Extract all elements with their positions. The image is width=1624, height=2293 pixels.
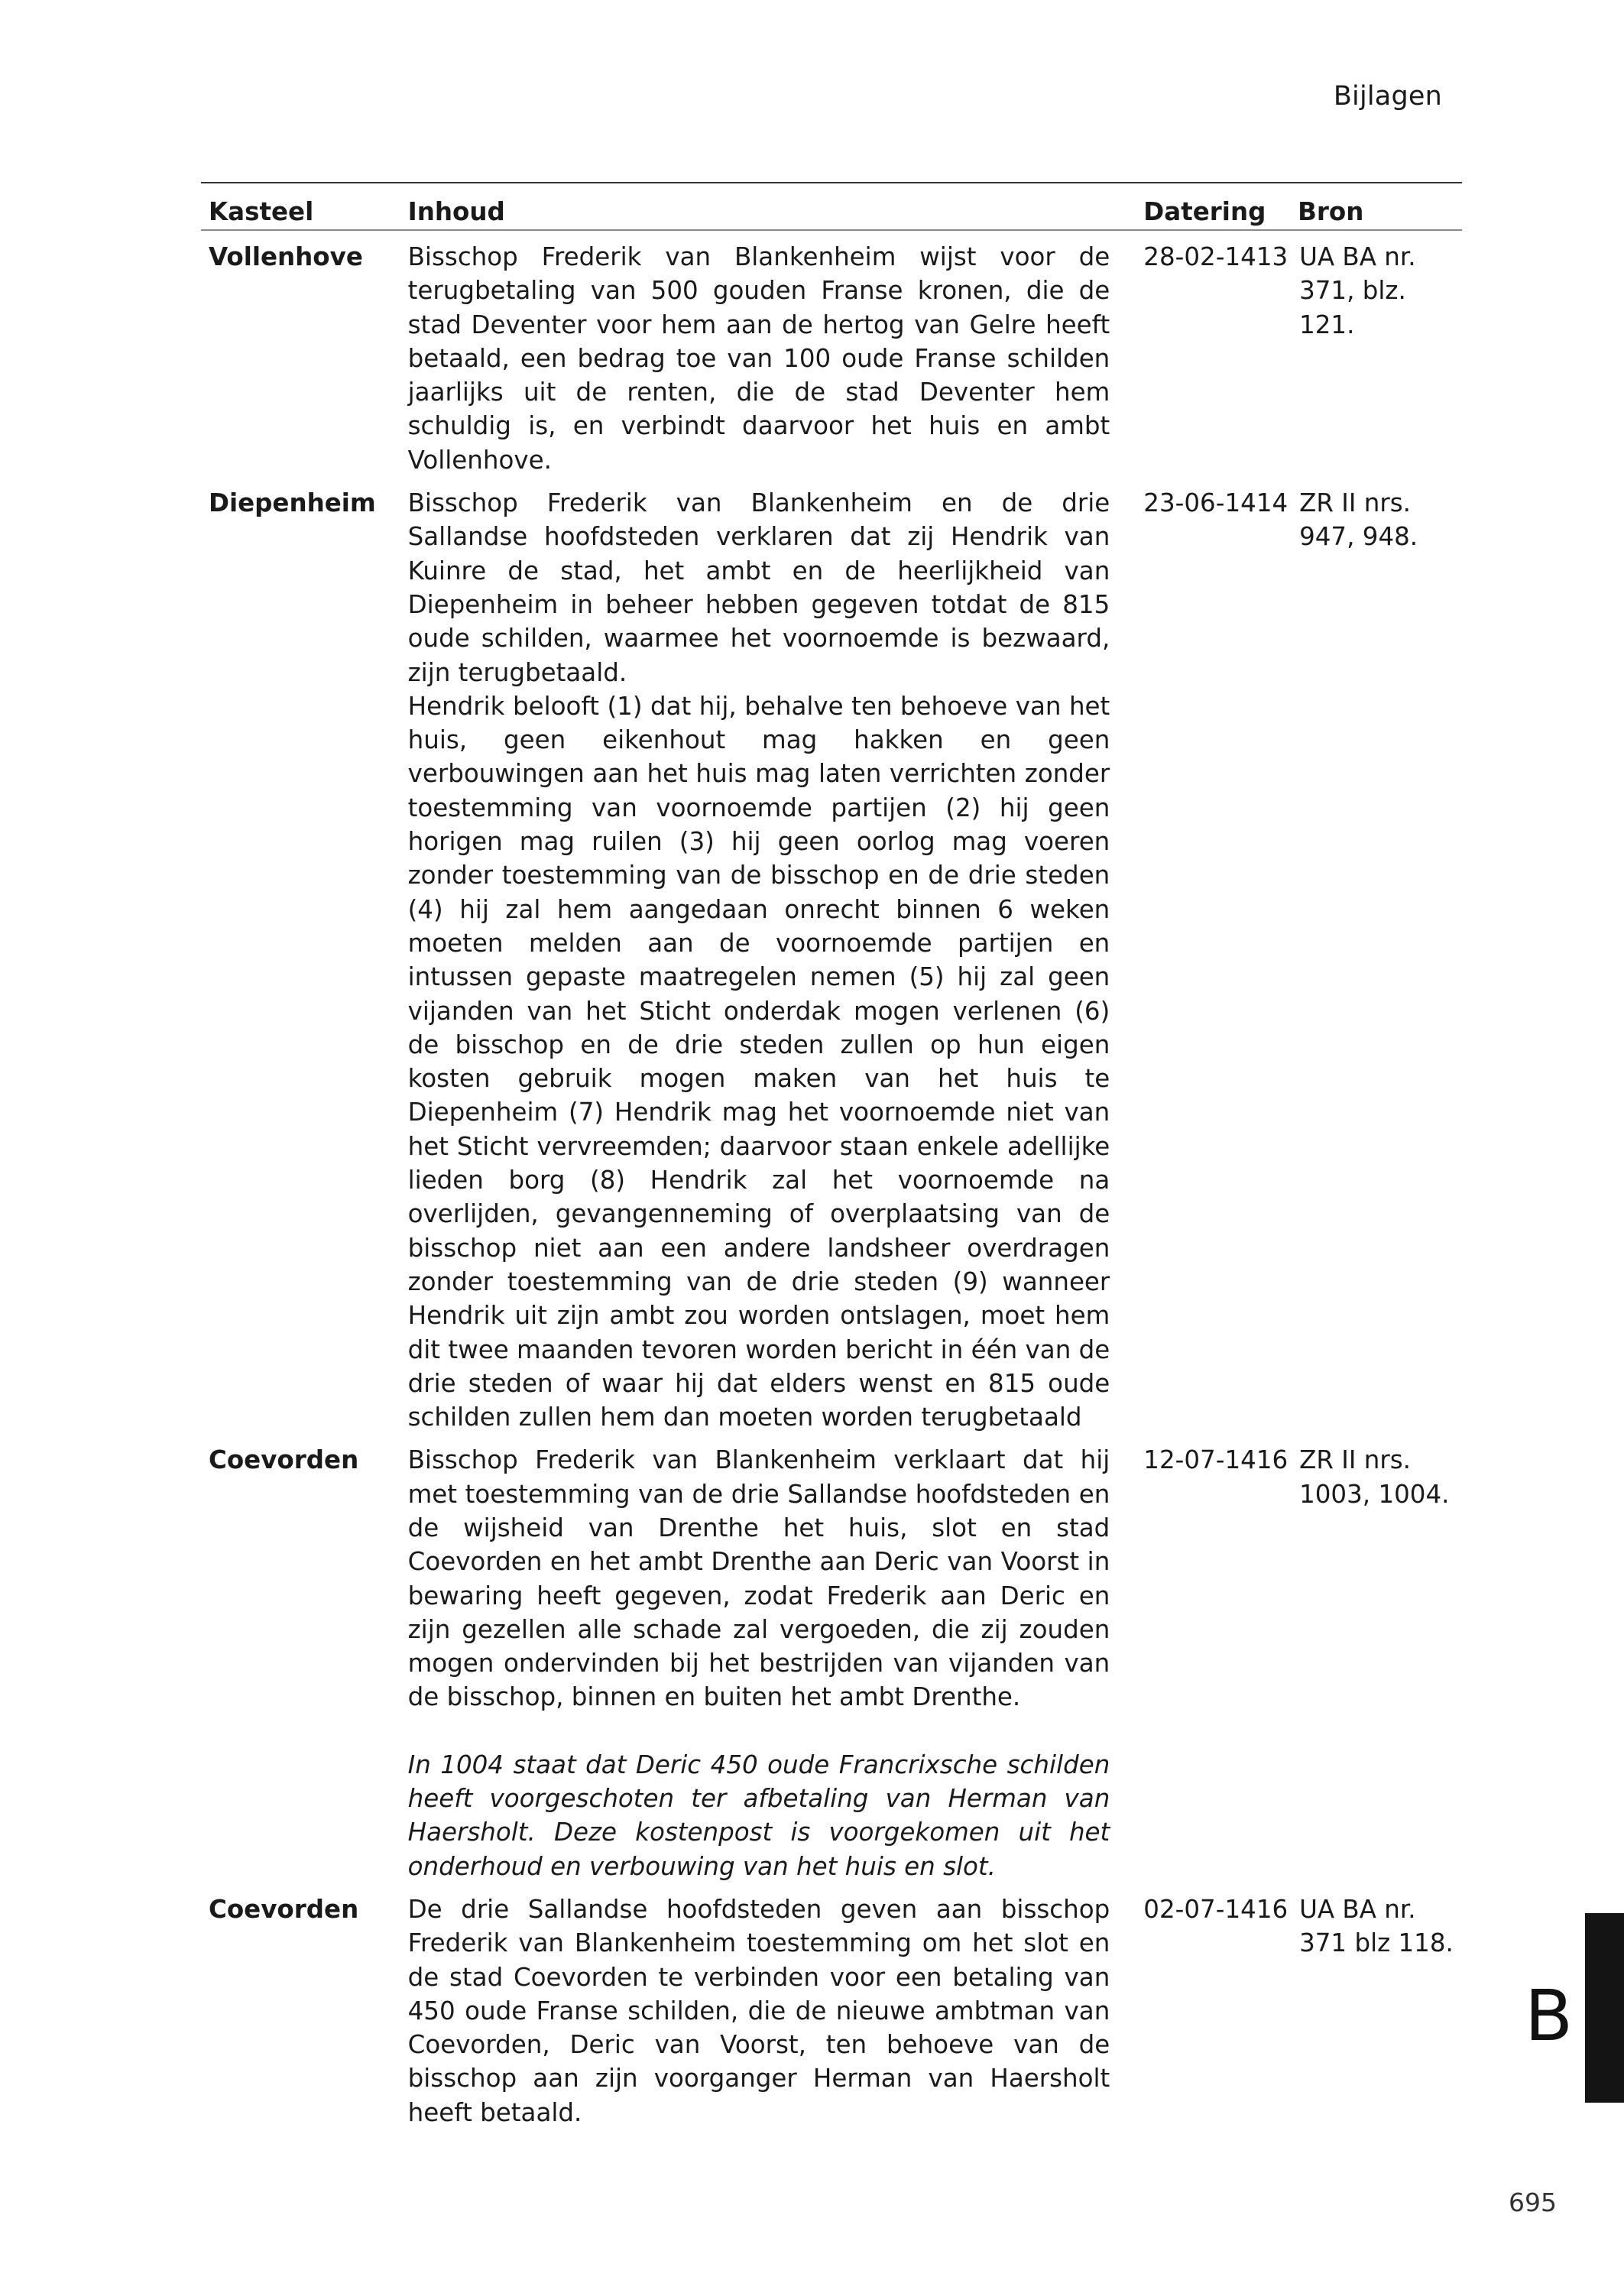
kasteel-cell: Diepenheim	[209, 488, 376, 518]
inhoud-note: In 1004 staat dat Deric 450 oude Francrixsche schilden heeft voorgeschoten ter afbetaling van Herman van Haersholt. Deze kostenpost is voorgekomen uit het onderhoud en verbouwing van het huis en slot.	[407, 1750, 1110, 1881]
header-datering: Datering	[1136, 183, 1290, 230]
page-number: 695	[1509, 2188, 1557, 2217]
inhoud-paragraph: Hendrik belooft (1) dat hij, behalve ten behoeve van het huis, geen eikenhout mag hakken en geen verbouwingen aan het huis mag laten verrichten zonder toestemming van voornoemde partijen (2) hij geen horigen mag ruilen (3) hij geen oorlog mag voeren zonder toestemming van de bisschop en de drie steden (4) hij zal hem aangedaan onrecht binnen 6 weken moeten melden aan de voornoemde partijen en intussen gepaste maatregelen nemen (5) hij zal geen vijanden van het Sticht onderdak mogen verlenen (6) de bisschop en de drie steden zullen op hun eigen kosten gebruik mogen maken van het huis te Diepenheim (7) Hendrik mag het voornoemde niet van het Sticht vervreemden; daarvoor staan enkele adellijke lieden borg (8) Hendrik zal het voornoemde na overlijden, gevangenneming of overplaatsing van de bisschop niet aan een andere landsheer overdragen zonder toestemming van de drie steden (9) wanneer Hendrik uit zijn ambt zou worden ontslagen, moet hem dit twee maanden tevoren worden bericht in één van de drie steden of waar hij dat elders wenst en 815 oude schilden zullen hem dan moeten worden terugbetaald	[407, 691, 1110, 1432]
datering-cell: 23-06-1414	[1143, 488, 1289, 518]
inhoud-cell	[400, 477, 1136, 1434]
table-row	[201, 230, 1462, 477]
bron-cell: ZR II nrs. 1003, 1004.	[1299, 1445, 1450, 1509]
charter-table	[201, 182, 1462, 2129]
table-header-row	[201, 183, 1462, 230]
inhoud-cell	[400, 1434, 1136, 1883]
inhoud-paragraph: Bisschop Frederik van Blankenheim verklaart dat hij met toestemming van de drie Sallandse hoofdsteden en de wijsheid van Drenthe het huis, slot en stad Coevorden en het ambt Drenthe aan Deric van Voorst in bewaring heeft gegeven, zodat Frederik aan Deric en zijn gezellen alle schade zal vergoeden, die zij zouden mogen ondervinden bij het bestrijden van vijanden van de bisschop, binnen en buiten het ambt Drenthe.	[407, 1445, 1110, 1712]
kasteel-cell: Coevorden	[209, 1894, 359, 1924]
section-thumb-tab	[1585, 1913, 1624, 2103]
header-inhoud: Inhoud	[400, 183, 1136, 230]
inhoud-paragraph: Bisschop Frederik van Blankenheim wijst voor de terugbetaling van 500 gouden Franse kronen, die de stad Deventer voor hem aan de hertog van Gelre heeft betaald, een bedrag toe van 100 oude Franse schilden jaarlijks uit de renten, die de stad Deventer hem schuldig is, en verbindt daarvoor het huis en ambt Vollenhove.	[407, 242, 1110, 475]
section-letter: B	[1525, 1975, 1574, 2057]
header-kasteel: Kasteel	[201, 183, 400, 230]
inhoud-paragraph: De drie Sallandse hoofdsteden geven aan bisschop Frederik van Blankenheim toestemming om het slot en de stad Coevorden te verbinden voor een betaling van 450 oude Franse schilden, die de nieuwe ambtman van Coevorden, Deric van Voorst, ten behoeve van de bisschop aan zijn voorganger Herman van Haersholt heeft betaald.	[407, 1894, 1110, 2127]
inhoud-cell	[400, 230, 1136, 477]
table-row	[201, 477, 1462, 1434]
table-row	[201, 1434, 1462, 1883]
kasteel-cell: Coevorden	[209, 1445, 359, 1475]
header-bron: Bron	[1290, 183, 1462, 230]
bron-cell: UA BA nr. 371 blz 118.	[1299, 1894, 1454, 1958]
inhoud-cell	[400, 1883, 1136, 2129]
datering-cell: 28-02-1413	[1143, 242, 1289, 271]
running-head: Bijlagen	[1333, 81, 1442, 112]
datering-cell: 02-07-1416	[1143, 1894, 1289, 1924]
bron-cell: ZR II nrs. 947, 948.	[1299, 488, 1418, 552]
bron-cell: UA BA nr. 371, blz. 121.	[1299, 242, 1416, 339]
inhoud-paragraph: Bisschop Frederik van Blankenheim en de drie Sallandse hoofdsteden verklaren dat zij Hendrik van Kuinre de stad, het ambt en de heerlijkheid van Diepenheim in beheer hebben gegeven totdat de 815 oude schilden, waarmee het voornoemde is bezwaard, zijn terugbetaald.	[407, 488, 1110, 687]
datering-cell: 12-07-1416	[1143, 1445, 1289, 1475]
table-row	[201, 1883, 1462, 2129]
kasteel-cell: Vollenhove	[209, 242, 363, 271]
